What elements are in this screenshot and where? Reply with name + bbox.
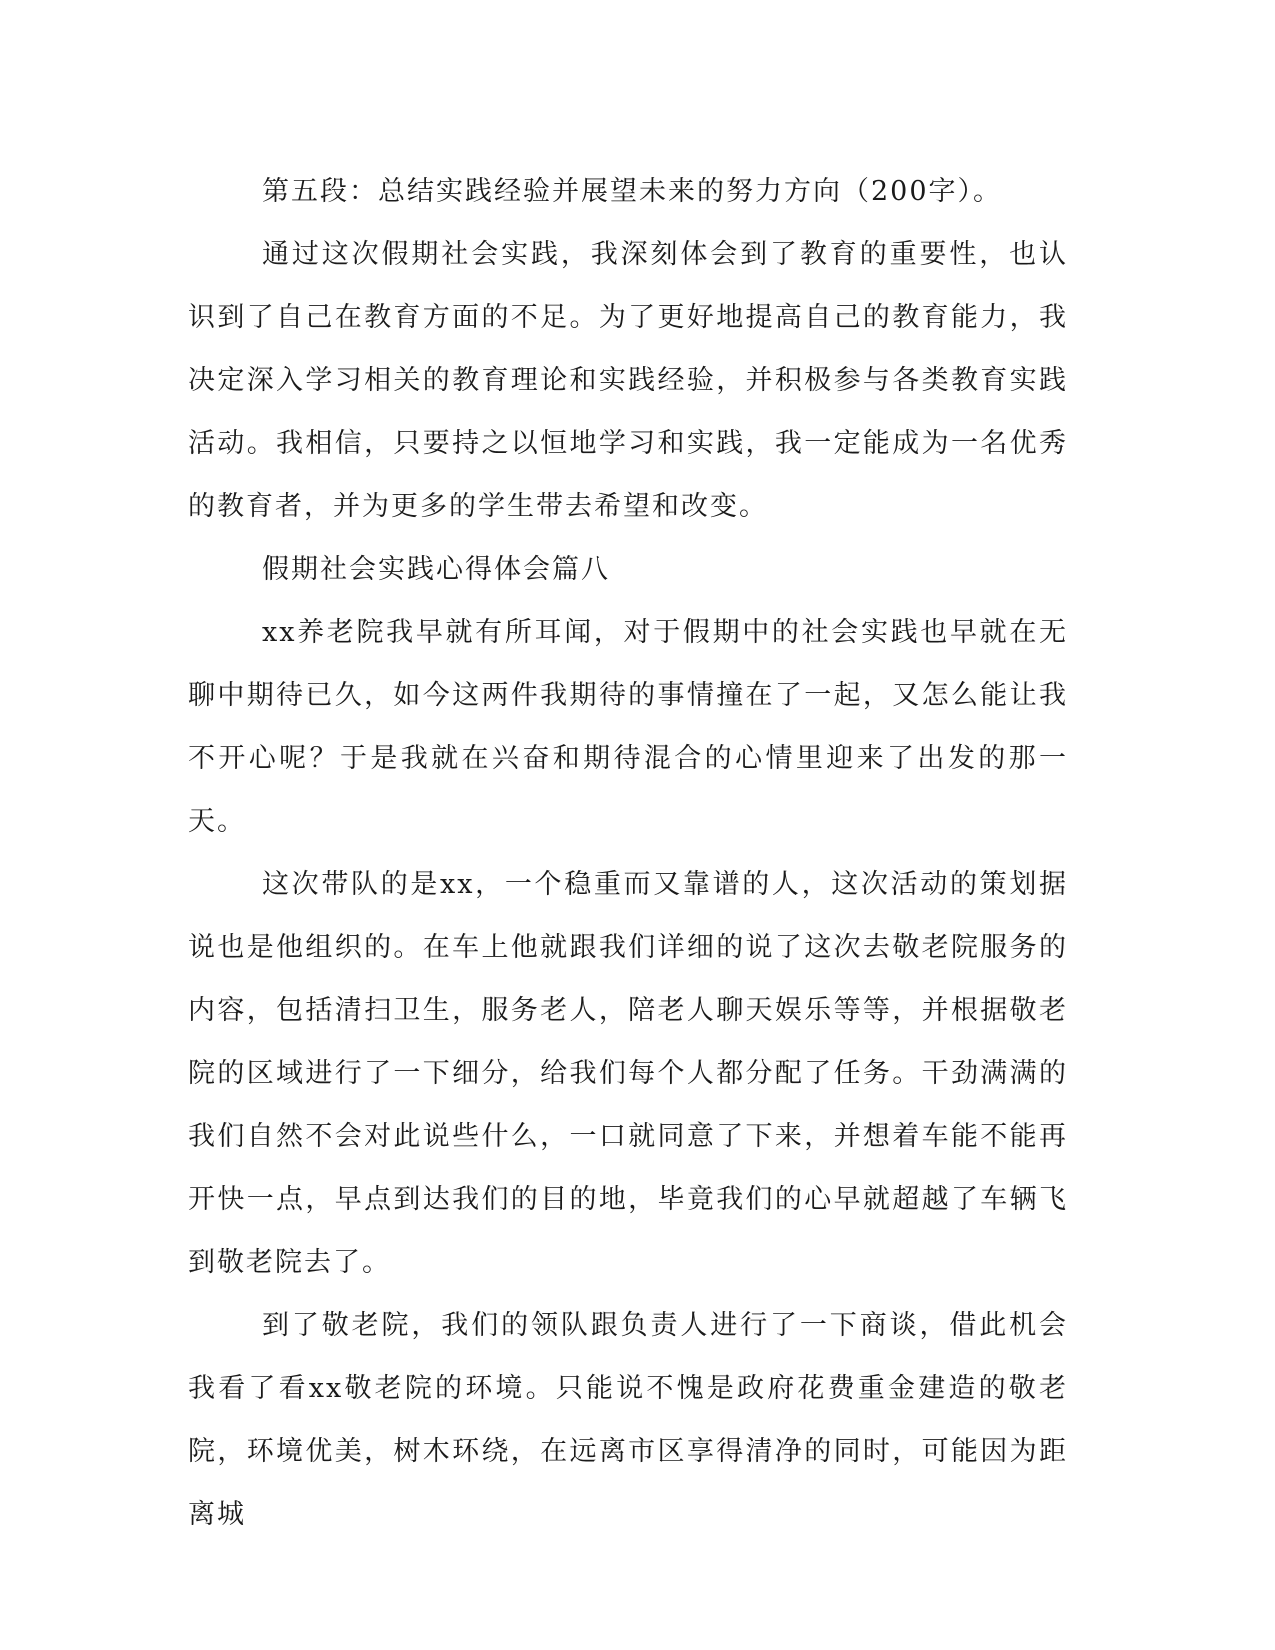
paragraph-arrival: 到了敬老院，我们的领队跟负责人进行了一下商谈，借此机会我看了看xx敬老院的环境。只能说不愧是政府花费重金建造的敬老院，环境优美，树木环绕，在远离市区享得清净的同时，可能因为距离城 bbox=[188, 1310, 1068, 1530]
paragraph-summary: 通过这次假期社会实践，我深刻体会到了教育的重要性，也认识到了自己在教育方面的不足。为了更好地提高自己的教育能力，我决定深入学习相关的教育理论和实践经验，并积极参与各类教育实践活动。我相信，只要持之以恒地学习和实践，我一定能成为一名优秀的教育者，并为更多的学生带去希望和改变。 bbox=[188, 239, 1068, 522]
section-heading-essay8: 假期社会实践心得体会篇八 bbox=[262, 554, 610, 585]
paragraph-intro: xx养老院我早就有所耳闻，对于假期中的社会实践也早就在无聊中期待已久，如今这两件我期待的事情撞在了一起，又怎么能让我不开心呢？于是我就在兴奋和期待混合的心情里迎来了出发的那一天。 bbox=[188, 617, 1068, 837]
paragraph-leader: 这次带队的是xx，一个稳重而又靠谱的人，这次活动的策划据说也是他组织的。在车上他就跟我们详细的说了这次去敬老院服务的内容，包括清扫卫生，服务老人，陪老人聊天娱乐等等，并根据敬老院的区域进行了一下细分，给我们每个人都分配了任务。干劲满满的我们自然不会对此说些什么，一口就同意了下来，并想着车能不能再开快一点，早点到达我们的目的地，毕竟我们的心早就超越了车辆飞到敬老院去了。 bbox=[188, 869, 1068, 1278]
document-body bbox=[188, 160, 1068, 1546]
section-heading-part5: 第五段：总结实践经验并展望未来的努力方向（200字）。 bbox=[262, 176, 1003, 207]
